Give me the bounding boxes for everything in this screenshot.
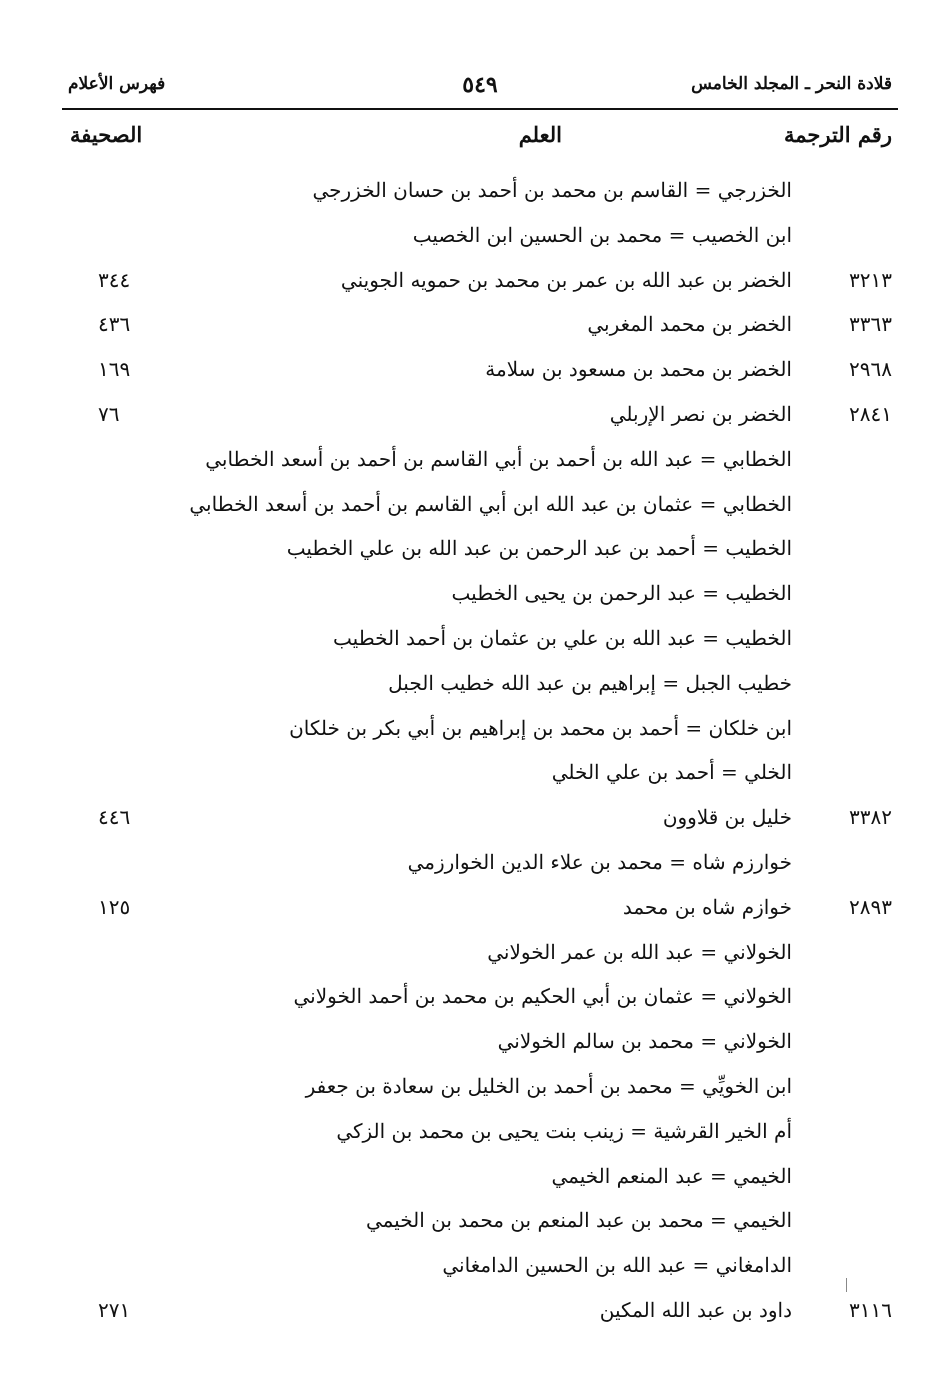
index-entry: [0, 526, 950, 571]
index-entry: [0, 616, 950, 661]
entry-name: الخضر بن محمد بن مسعود بن سلامة: [485, 357, 792, 382]
column-headers: [70, 122, 892, 162]
entry-number: ٢٨٩٣: [849, 894, 892, 919]
entry-name: ابن خلكان = أحمد بن محمد بن إبراهيم بن أبي بكر بن خلكان: [289, 715, 792, 740]
index-entry: [0, 1288, 950, 1333]
entry-page: ٣٤٤: [98, 267, 131, 292]
section-title: فهرس الأعلام: [68, 74, 166, 94]
index-entry: [0, 750, 950, 795]
entry-page: ٤٤٦: [98, 805, 131, 830]
index-entry: [0, 1154, 950, 1199]
entry-page: ٢٧١: [98, 1297, 131, 1322]
entry-name: خوارزم شاه = محمد بن علاء الدين الخوارزمي: [407, 849, 792, 874]
entry-number: ٣١١٦: [849, 1297, 892, 1322]
entry-name: الخزرجي = القاسم بن محمد بن أحمد بن حسان الخزرجي: [312, 178, 792, 202]
index-entry: [0, 974, 950, 1019]
entry-name: خوازم شاه بن محمد: [622, 894, 792, 919]
index-entries: [0, 168, 950, 1333]
header-rule: [62, 108, 898, 110]
column-header-name: العلم: [518, 122, 562, 147]
entry-name: الخطابي = عبد الله بن أحمد بن أبي القاسم بن أحمد بن أسعد الخطابي: [205, 446, 792, 471]
index-entry: [0, 795, 950, 840]
entry-number: ٣٣٨٢: [849, 805, 892, 830]
running-head: [68, 74, 892, 106]
entry-name: الخضر بن عبد الله بن عمر بن محمد بن حمويه الجويني: [340, 267, 792, 292]
index-entry: [0, 347, 950, 392]
entry-page: ١٢٥: [98, 894, 131, 919]
index-entry: [0, 258, 950, 303]
index-entry: [0, 1243, 950, 1288]
entry-name: ابن الخصيب = محمد بن الحسين ابن الخصيب: [412, 222, 792, 247]
entry-name: ابن الخويِّي = محمد بن أحمد بن الخليل بن سعادة بن جعفر: [305, 1073, 792, 1098]
entry-number: ٣٣٦٣: [849, 312, 892, 337]
entry-name: الخضر بن نصر الإربلي: [609, 401, 792, 426]
index-entry: [0, 302, 950, 347]
entry-name: الخضر بن محمد المغربي: [587, 312, 792, 337]
entry-name: داود بن عبد الله المكين: [599, 1297, 792, 1322]
column-header-number: رقم الترجمة: [783, 122, 892, 147]
index-entry: [0, 1019, 950, 1064]
page-number: ٥٤٩: [462, 72, 498, 98]
index-entry: [0, 168, 950, 213]
entry-name: الخطيب = أحمد بن عبد الرحمن بن عبد الله بن علي الخطيب: [286, 536, 792, 561]
index-entry: [0, 482, 950, 527]
entry-page: ٤٣٦: [98, 312, 131, 337]
entry-page: ١٦٩: [98, 357, 131, 382]
entry-page: ٧٦: [98, 401, 120, 426]
entry-name: الخولاني = عبد الله بن عمر الخولاني: [487, 939, 792, 964]
index-entry: [0, 213, 950, 258]
entry-name: خليل بن قلاوون: [662, 805, 792, 830]
index-entry: [0, 571, 950, 616]
entry-name: الدامغاني = عبد الله بن الحسين الدامغاني: [442, 1253, 792, 1278]
entry-number: ٢٨٤١: [849, 401, 892, 426]
entry-name: الخولاني = عثمان بن أبي الحكيم بن محمد بن أحمد الخولاني: [293, 984, 792, 1009]
column-header-page: الصحيفة: [70, 122, 143, 147]
index-entry: [0, 1109, 950, 1154]
margin-mark: [846, 1278, 847, 1292]
entry-name: الخيمي = عبد المنعم الخيمي: [551, 1163, 792, 1188]
index-entry: [0, 661, 950, 706]
entry-name: الخلي = أحمد بن علي الخلي: [551, 760, 792, 785]
index-entry: [0, 706, 950, 751]
entry-name: الخطيب = عبد الله بن علي بن عثمان بن أحمد الخطيب: [333, 625, 792, 650]
index-entry: [0, 1198, 950, 1243]
entry-number: ٢٩٦٨: [849, 357, 892, 382]
index-entry: [0, 437, 950, 482]
index-entry: [0, 392, 950, 437]
entry-name: الخطيب = عبد الرحمن بن يحيى الخطيب: [451, 581, 792, 606]
entry-name: الخطابي = عثمان بن عبد الله ابن أبي القاسم بن أحمد بن أسعد الخطابي: [189, 491, 792, 516]
index-entry: [0, 930, 950, 975]
index-entry: [0, 1064, 950, 1109]
entry-number: ٣٢١٣: [849, 267, 892, 292]
entry-name: خطيب الجبل = إبراهيم بن عبد الله خطيب الجبل: [388, 670, 792, 695]
entry-name: أم الخير القرشية = زينب بنت يحيى بن محمد بن الزكي: [336, 1118, 792, 1143]
book-title: قلادة النحر ـ المجلد الخامس: [691, 74, 892, 94]
index-entry: [0, 885, 950, 930]
entry-name: الخولاني = محمد بن سالم الخولاني: [497, 1029, 792, 1054]
entry-name: الخيمي = محمد بن عبد المنعم بن محمد بن الخيمي: [365, 1208, 792, 1233]
index-entry: [0, 840, 950, 885]
